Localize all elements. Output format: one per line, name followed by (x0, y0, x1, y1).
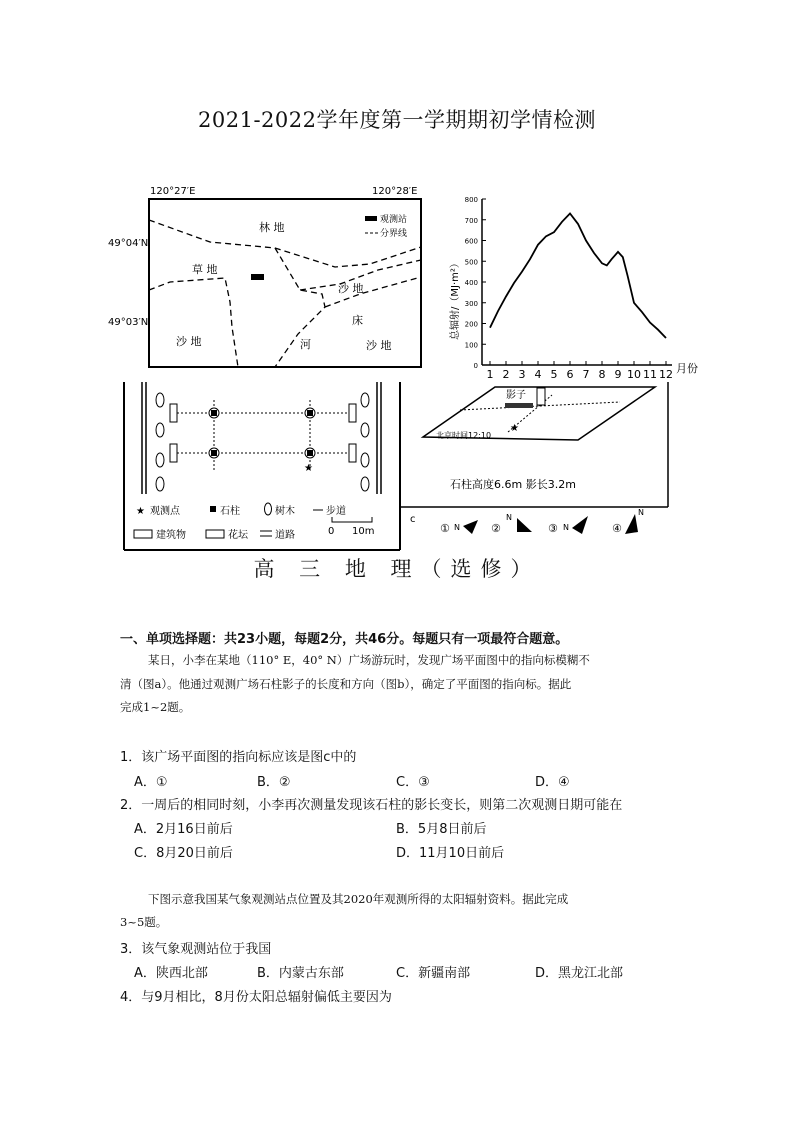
legend-path-label: 步道 (326, 506, 346, 517)
compass-options (410, 508, 644, 535)
figures-svg (108, 182, 698, 550)
q1-option-d[interactable]: D．④ (535, 775, 570, 790)
q2-option-a[interactable]: A．2月16日前后 (134, 822, 233, 837)
chart-x-label: 月份 (676, 362, 698, 375)
q2-stem: 2．一周后的相同时刻，小李再次测量发现该石柱的影长变长，则第二次观测日期可能在 (120, 798, 623, 813)
section2-intro-line2: 3~5题。 (120, 915, 168, 929)
q3-option-b[interactable]: B．内蒙古东部 (257, 966, 344, 981)
x-tick-label: 10 (627, 368, 641, 381)
shadow-figure (423, 387, 655, 491)
label-sand-3: 沙 地 (366, 339, 392, 352)
x-tick-label: 5 (550, 368, 558, 381)
legend-tree-label: 树木 (275, 506, 295, 517)
pillar-3d (537, 388, 545, 405)
svg-text:N: N (454, 523, 460, 532)
page-subtitle: 高 三 地 理（选修） (253, 557, 541, 581)
q4-stem: 4．与9月相比，8月份太阳总辐射偏低主要因为 (120, 990, 392, 1005)
label-riverbed-b: 河 (300, 338, 311, 351)
y-tick-label: 300 (464, 299, 478, 308)
y-tick-label: 500 (464, 258, 478, 267)
paths (177, 400, 349, 472)
x-tick-label: 11 (643, 368, 657, 381)
x-tick-label: 4 (534, 368, 542, 381)
label-sand-1: 沙 地 (338, 282, 364, 295)
x-tick-label: 3 (518, 368, 526, 381)
q1-option-c[interactable]: C．③ (396, 775, 430, 790)
y-tick-label: 400 (464, 279, 478, 287)
pillars (209, 408, 315, 458)
legend-boundary-label: 分界线 (380, 229, 408, 239)
observation-point: ★ (304, 463, 313, 474)
label-forest: 林 地 (259, 221, 285, 234)
x-tick-label: 6 (566, 368, 574, 381)
compass-option-4 (612, 508, 644, 535)
y-tick-label: 200 (464, 320, 478, 329)
legend-obs-icon: ★ (136, 506, 145, 517)
compass-option-2 (491, 513, 532, 535)
figure-group (108, 182, 698, 550)
roads (142, 382, 381, 494)
chart-y-ticks (465, 196, 486, 370)
lon-left-label: 120°27′E (150, 186, 196, 197)
legend-building-icon (134, 530, 152, 538)
section2-intro-line1: 下图示意我国某气象观测站点位置及其2020年观测所得的太阳辐射资料。据此完成 (148, 892, 569, 906)
legend-bed-icon (206, 530, 224, 538)
x-tick-label: 1 (486, 368, 494, 381)
section1-intro-line3: 完成1~2题。 (120, 700, 191, 714)
q3-stem: 3．该气象观测站位于我国 (120, 942, 272, 957)
lat-top-label: 49°04′N (108, 238, 149, 249)
y-tick-label: 0 (473, 362, 478, 370)
legend-tree-icon (265, 503, 272, 515)
location-map (108, 186, 421, 367)
y-tick-label: 700 (464, 216, 478, 225)
q1-option-a[interactable]: A．① (134, 775, 168, 790)
section1-heading: 一、单项选择题：共23小题，每题2分，共46分。每题只有一项最符合题意。 (120, 632, 569, 647)
x-tick-label: 12 (659, 368, 673, 381)
observer-star: ★ (510, 423, 519, 434)
label-riverbed-a: 床 (352, 314, 363, 327)
section1-intro-line1: 某日，小李在某地（110° E，40° N）广场游玩时，发现广场平面图中的指向标模糊不 (148, 653, 590, 667)
q3-option-a[interactable]: A．陕西北部 (134, 966, 208, 981)
shadow-label: 影子 (506, 390, 526, 401)
radiation-series-line (490, 214, 666, 339)
x-tick-label: 7 (582, 368, 590, 381)
legend-bed-label: 花坛 (228, 530, 248, 541)
legend-station-icon (365, 216, 377, 221)
q1-option-b[interactable]: B．② (257, 775, 291, 790)
q2-option-b[interactable]: B．5月8日前后 (396, 822, 487, 837)
svg-text:N: N (563, 523, 569, 532)
y-tick-label: 600 (464, 237, 478, 246)
legend-pillar-icon (210, 506, 216, 512)
compass-option-3 (548, 516, 588, 535)
scale-length-label: 10m (352, 526, 375, 537)
legend-obs-label: 观测点 (150, 506, 180, 517)
compass-option-1 (440, 520, 478, 535)
legend-station-label: 观测站 (380, 215, 408, 225)
shadow-bar (505, 403, 533, 408)
q3-option-c[interactable]: C．新疆南部 (396, 966, 471, 981)
lat-bottom-label: 49°03′N (108, 317, 149, 328)
radiation-chart (448, 196, 698, 381)
time-label: 北京时间12:10 (436, 431, 492, 440)
lon-right-label: 120°28′E (372, 186, 418, 197)
y-tick-label: 100 (464, 341, 478, 350)
label-sand-2: 沙 地 (176, 335, 202, 348)
trees (156, 393, 369, 491)
figure-c-label: c (410, 514, 416, 525)
q2-option-c[interactable]: C．8月20日前后 (134, 846, 233, 861)
station-marker (251, 274, 264, 280)
section1-intro-line2: 清（图a）。他通过观测广场石柱影子的长度和方向（图b），确定了平面图的指向标。据此 (120, 677, 572, 691)
legend-road-label: 道路 (275, 530, 295, 541)
q3-option-d[interactable]: D．黑龙江北部 (535, 966, 624, 981)
x-tick-label: 2 (502, 368, 510, 381)
svg-text:①: ① (440, 522, 450, 535)
svg-text:③: ③ (548, 522, 558, 535)
shadow-caption: 石柱高度6.6m 影长3.2m (450, 478, 576, 491)
q2-option-d[interactable]: D．11月10日前后 (396, 846, 505, 861)
chart-x-ticks (487, 361, 674, 381)
label-grass: 草 地 (192, 263, 218, 276)
q1-stem: 1．该广场平面图的指向标应该是图c中的 (120, 750, 357, 765)
svg-text:④: ④ (612, 522, 622, 535)
svg-text:N: N (638, 508, 644, 517)
chart-y-label: 总辐射/（MJ·m²） (450, 258, 461, 340)
y-tick-label: 800 (464, 196, 478, 204)
x-tick-label: 9 (614, 368, 622, 381)
page-title: 2021-2022学年度第一学期期初学情检测 (198, 108, 596, 132)
svg-text:②: ② (491, 522, 501, 535)
svg-text:N: N (506, 513, 512, 522)
scale-zero-label: 0 (328, 526, 335, 537)
legend-pillar-label: 石柱 (220, 506, 240, 517)
x-tick-label: 8 (598, 368, 606, 381)
legend-building-label: 建筑物 (156, 530, 186, 541)
scale-bar (332, 517, 372, 522)
